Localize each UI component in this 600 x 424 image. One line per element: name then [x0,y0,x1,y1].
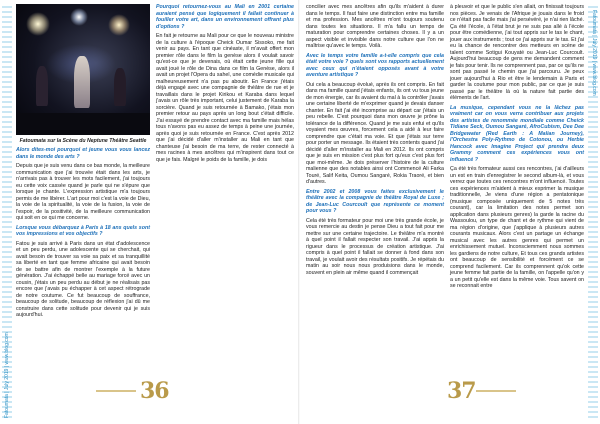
interview-answer: concilier avec mes ancêtres afin qu'ils m'aident à durer dans le temps. Il faut faire une distinction entre ma famille et ma profession. Mes ancêtres m'ont toujours soutenu dans toutes les situations. Il m'a fallu un temps de maturation pour comprendre certaines choses. Il y a un aspect visible et invisible dans notre culture que l'on ne maîtrise qu'avec le temps. Voilà. [306,4,444,49]
right-page [300,0,600,424]
strip-text-left: Fatoumata | July 2019 | www.blog.com [4,332,10,418]
right-column-2 [450,4,584,293]
strip-text-right: Fatoumata | July 2019 | www.blog.com [591,10,597,96]
interview-question: Alors dites-moi pourquoi et jeune vous vous lancez dans le monde des arts ? [16,147,150,160]
interview-answer: Depuis que je suis venu dans ce bas monde, la meilleure communication que j'ai trouvée était dans les arts, je n'arrivais pas à trouver les mots facilement, j'ai toujours eu cette voix cassée quand je parle qui ne s'épure que lorsque je chante. L'expression artistique m'a toujours permis de me libérer. L'art pour moi c'est la voie de Dieu, la voie de la spiritualité, la voie de la fusion, la voie de l'espoir, de la positivité, de la meilleure communication qui soit en ce qui me concerne. [16,163,150,221]
interview-answer: Cela été très formateur pour moi une très grande école, je vous remercie au destin je pense Dieu a tout fait pour me mettre sur une certaine trajectoire. Le théâtre m'a montré à quel point il fallait respecter son travail. J'ai appris la rigueur dans le processus de création artistique. J'ai compris à quel point il fallait se donner à fond dans son travail, je voulait avoir des résultats positifs. Je répétais du matin au soir nous nous produisions dans le monde, souvent en plein air même quand il commençait [306,217,444,276]
interview-answer: En fait je retourne au Mali pour ce que le nouveau ministre de la culture à l'époque Cheick Oumar Sissoko, me fait venir au pays. En tant que cinéaste, il m'avait offert mon premier rôle dans le film la genèse alors il voulait savoir qu'est-ce que je devenais, où était cette jeune fille qui avait joué le rôle de Dina dans ce film la Genèse, alors il avait un projet l'Opera du sahel, une comédie musicale qui malheureusement n'a pas pu aboutir. En France j'étais déjà engagé avec une compagnie de théâtre de rue et je travaillais dans le projet Kirikou et Karaba dans lequel j'avais un rôle très important, celui justement de Karaba la sorcière. Quand je suis retournée à Bamako, j'étais mon premier retour au pays après un long bout c'était difficile. J'ai essayé de prendre contact avec ma famille mais hélas tous n'avons pas eu assez de temps à peine une journée, après quoi je suis retournée en France. C'est après 2012 que j'ai décidé d'aller m'installer au Mali en tant que chanteuse j'ai besoin de ma terre, de rester connecté à mes racines à mes ancêtres qui m'inspirent dans tout ce que je fais. Malgré le poids de la famille, je dois [156,33,294,163]
left-column-1 [16,147,150,322]
page-number-rule-right [476,390,516,392]
photo-caption: Fatoumata sur la Scène du Neptune Théâtre Seattle [19,138,147,144]
interview-answer: Oui cela a beaucoup évolué, après ils ont compris. En fait dans ma famille quand j'étais enfants, ils ont vu tous jeune de mon énergie, car ils avaient du mal à la contrôler j'avais une certaine liberté de m'exprimer quand je devais danser chanter. En fait j'ai été incomprise au départ car j'étais un peu rebelle. C'est pourquoi dans mon œuvre je prône la tolérance de la différence. Quand je me suis enfui et qu'ils voyaient mes œuvres, forcement cela a aidé à leur faire comprendre que c'était ma voie. Et que j'étais sur terre pour porter un message. Ils étaient très contents quand j'ai décidé d'aller m'installer au Mali en 2012. Ils ont compris que je suis en mission c'est plus fort qu'eux c'est plus fort que moi-même. Je dois préserver l'histoire de la culture malienne que des notables ainsi ont Commencé Ali Farka Touré, Salif Keita, Oumou Sangaré, Rokia Traoré, et bien d'autres. [306,81,444,185]
left-column-2 [156,4,294,166]
concert-photo [16,4,150,135]
interview-question: Pourquoi retournez-vous au Mali en 2001 certaine auraient pensé que logiquement il fallait continuer à fouiller votre art, dans un environnement offrant plus d'options ? [156,4,294,30]
interview-question: Lorsque vous débarquez à Paris à 18 ans quels sont vos impressions et vos objectifs ? [16,224,150,237]
right-column-1 [306,4,444,279]
interview-answer: Ça été très formateur aussi ces rencontres, j'ai d'ailleurs un est en train d'enregistrer le second album-là, et vous verrez que toutes ces rencontres m'ont influencé. Toutes ces expériences m'aident à mieux exprimer la musique traditionnelle, Je viens d'une région a pentatonique (musique composée uniquement de 5 notes très courant), car la limitation des notes permet son application dans plusieurs genres) la garde la racine du Wassoulou, un type de chant et de rythme qui vient de ma région d'origine, que j'applique à plusieurs autres courants musicaux. Alors c'est un partage un échange musical avec les autres genres qui permet un enrichissement mutuel. Inconsciemment nous sommes les gardiens de notre culture, Et tous ces grands artistes ont beaucoup de sensibilité et forcément ce se comprend facilement. Car ils comprennent qu'ok cette jeune femme fait partie de la famille, on l'appelle qu'on y a un petit qu'elle est dans la même voie. Tous savent on se reconnait entre [450,166,584,289]
page-number-left: 36 [140,378,169,404]
interview-question: Entre 2002 et 2008 vous faites exclusivement le théâtre avec la compagnie de théâtre Royal de Luxe ; de Jean-Luc Courcoult que représente ce moment pour vous ? [306,188,444,214]
interview-answer: à pleuvoir et que le public s'en allait, on finissait toujours nos pièces. Je venais de l'Afrique je jouais dans le froid ce n'était pas facile mais j'ai persévéré, je n'ai rien lâché. Ça été l'école, à l'état brut je ne suis pas allé à l'école pour être comédienne, j'ai tout appris sur le tas le chant, jouer aux instruments ; tout ce j'ai appris sur le tas. Et j'ai eu la chance de rencontrer des metteurs en scène de talent comme Sotigui Kouyaté ou Jean-Luc Courcoult. Aujourd'hui beaucoup de gens me demandent comment je fais pour tenir. Ils ne comprennent pas, par ce qu'ils ne sont pas passé le chemin que j'ai parcouru. Je peux jouer aujourd'hui à Rio et être le lendemain à Paris et garder la coutume pour mon public, par ce que je suis passé par le théâtre là où la nature fait partie des éléments de l'art. [450,4,584,101]
interview-question: Avec le temps votre famille a-t-elle compris que cela était votre voie ? quels sont vos rapports actuellement avec ceux qui n'étaient opposés avant à votre aventure artistique ? [306,52,444,78]
interview-question: La musique, cependant vous ne la lâchez pas vraiment car on vous verra contribuer aux projets des artistes de renommée mondiale comme Cheick Tidiane Seck, Oumou Sangaré, AfroCubism, Dee Dee Bridgewater (Red Earth : A Malian Journey), l'Orchestra Poly-Rythmo de Cotonou, ou Herbie Hancock avec Imagine Project qui prendra deux Grammy comment ces expériences vous ont influencé ? [450,104,584,163]
page-number-rule-left [96,390,136,392]
interview-answer: Fatou je suis arrivé à Paris dans un état d'adolescence et un peu perdu, une adolescente qui se cherchait, qui avait besoin de trouver sa voie sa paix et sa tranquillité sa liberté en tant que femme africaine qui avait besoin de se battre afin de montrer l'exemple à la future génération. J'ai échappé belle au mariage forcé avec un cousin, j'étais un peu perdu au début je ne réalisais pas encore que j'avais pu échapper à cet aspect rétrograde de notre coutume. Ce fut beaucoup de souffrance, beaucoup de solitude, beaucoup de réflexion j'ai dû me construire dans cette solitude pour devenir qui je suis aujourd'hui. [16,240,150,318]
page-number-right: 37 [447,378,476,404]
left-side-strip [0,0,14,424]
right-side-strip [586,0,600,424]
